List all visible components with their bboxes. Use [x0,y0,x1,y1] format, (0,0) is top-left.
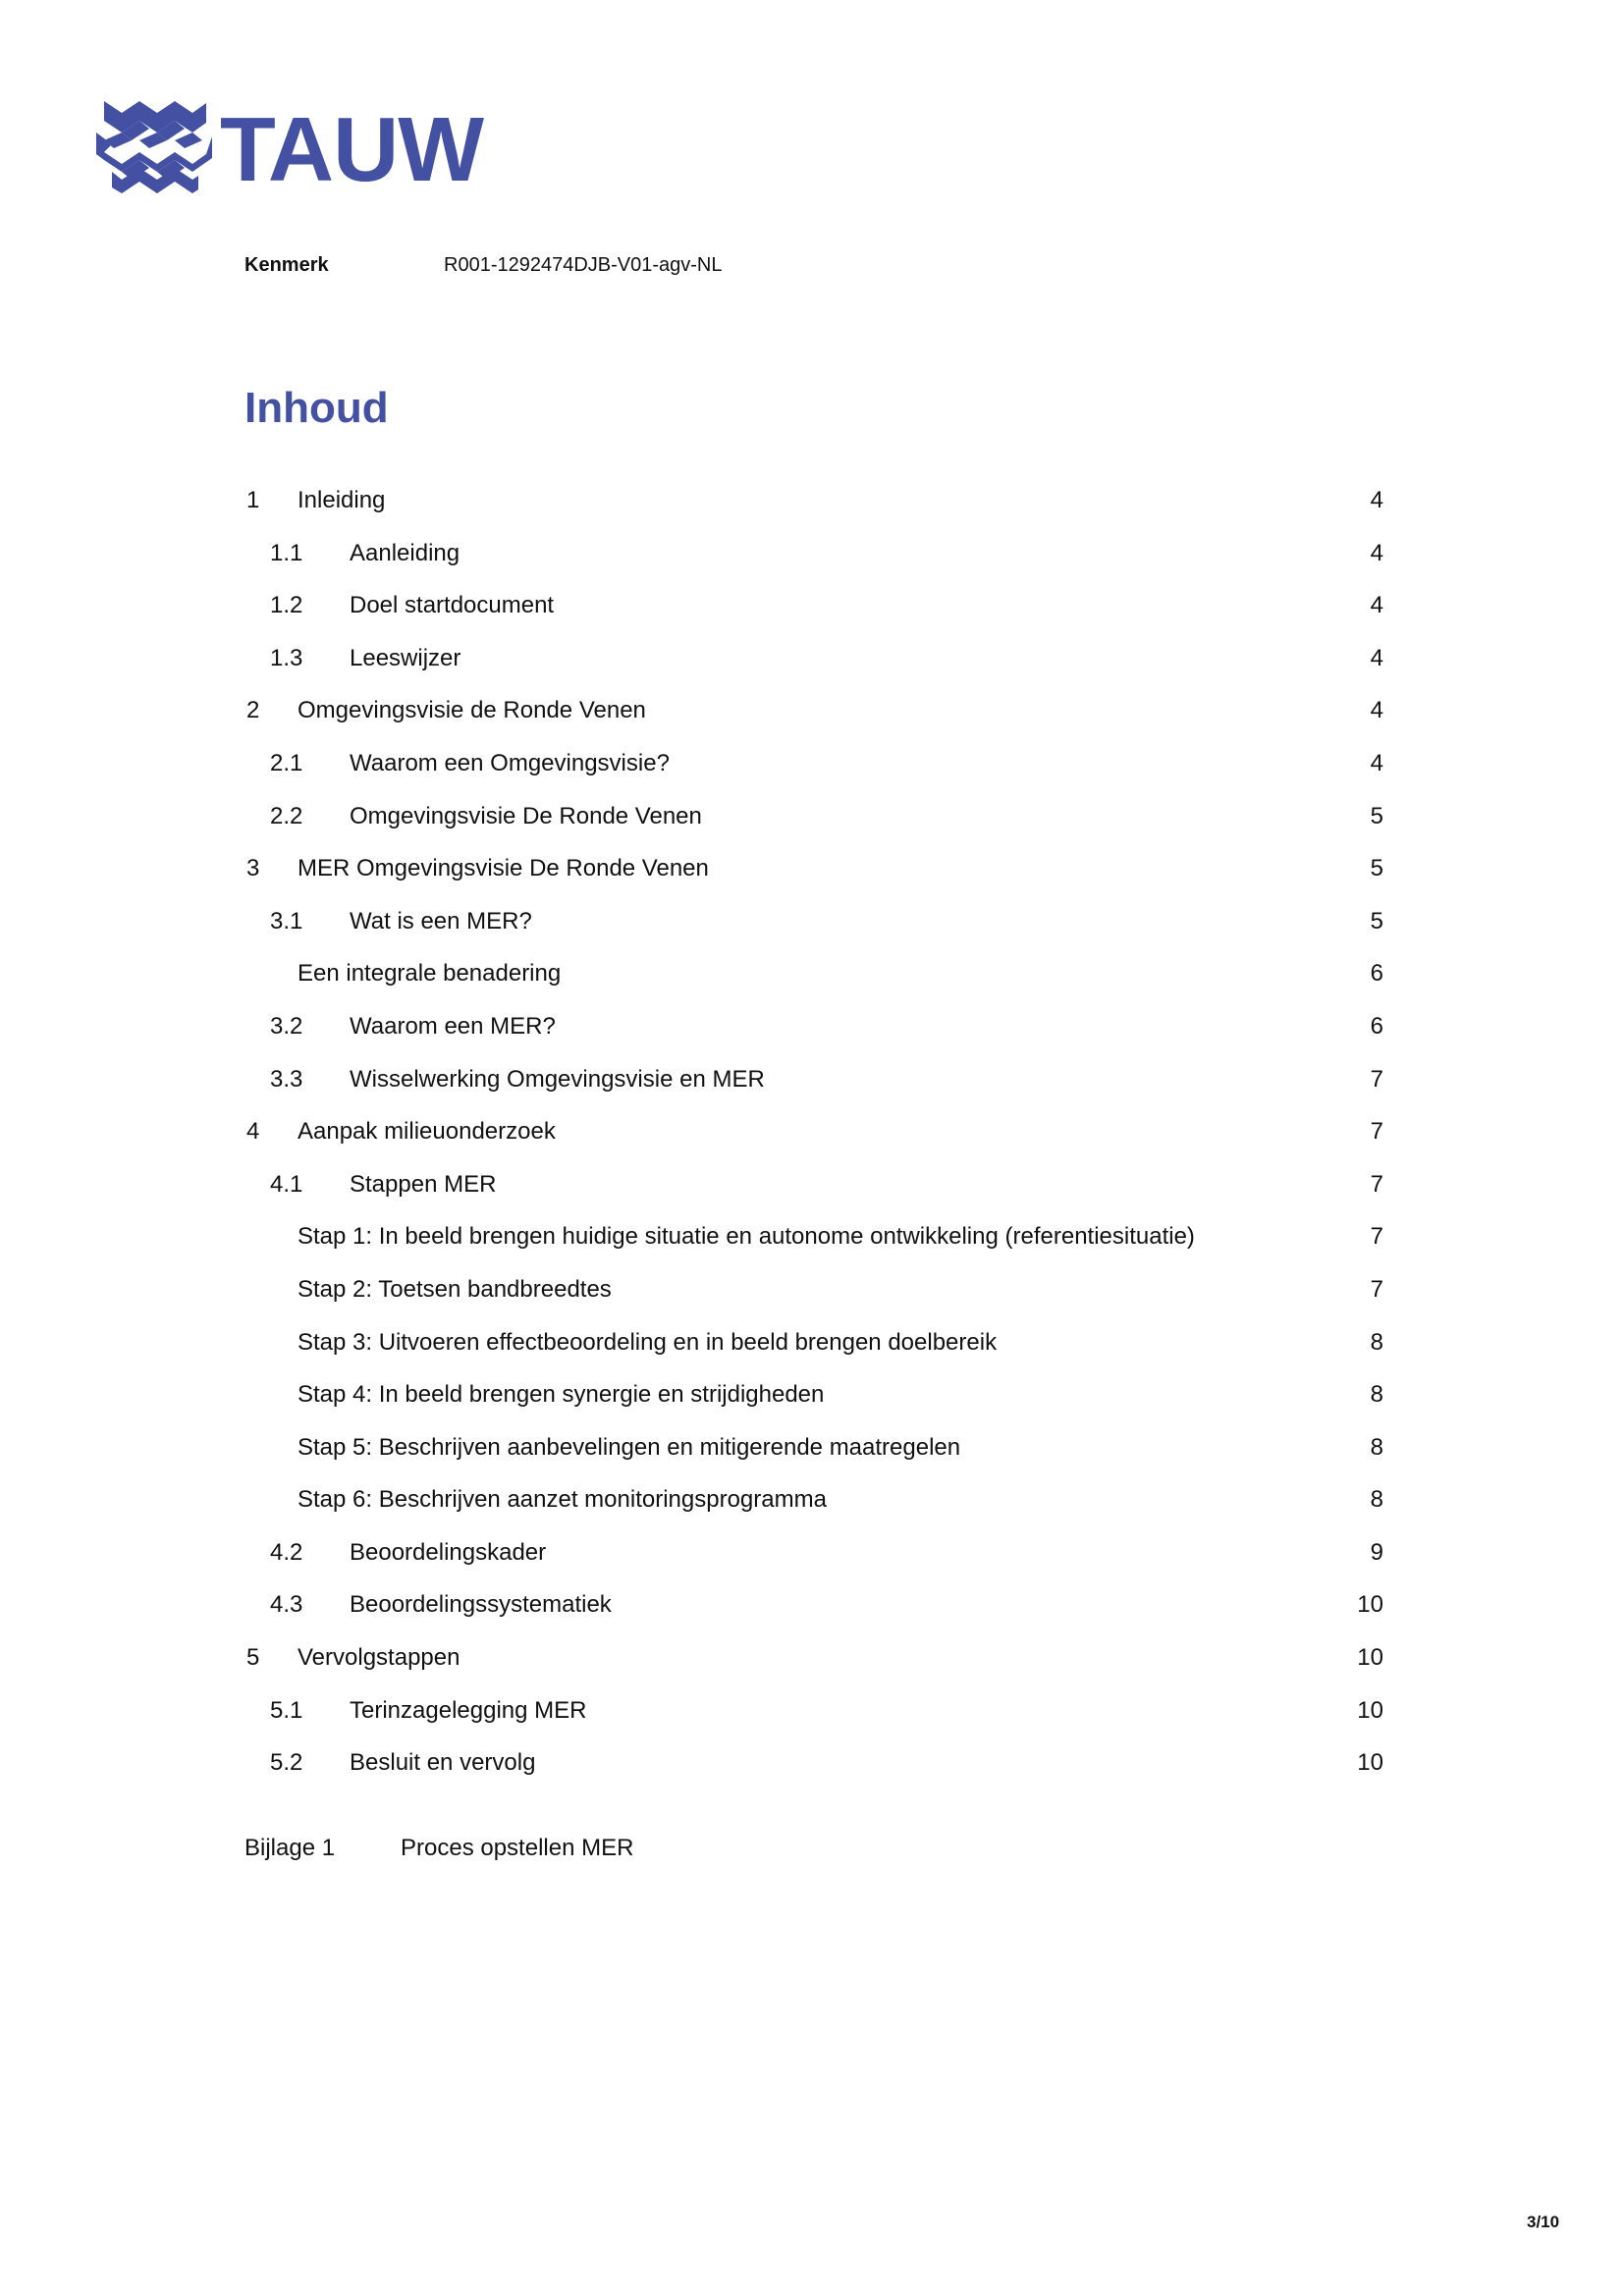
toc-entry-title: Inleiding [298,474,388,527]
toc-entry-page: 10 [1355,1631,1383,1684]
toc-entry-number: 1 [246,487,260,513]
toc-entry[interactable] [244,1158,1383,1211]
toc-entry-line [350,1053,1383,1106]
brand-name: TAUW [220,98,484,200]
toc-entry-page: 4 [1369,737,1383,790]
toc-entry-title: Wisselwerking Omgevingsvisie en MER [350,1053,768,1106]
toc-entry-number: 4 [246,1118,260,1146]
toc-entry[interactable] [244,842,1383,895]
toc-entry-page: 4 [1369,684,1383,737]
toc-entry[interactable] [244,1526,1383,1579]
toc-entry[interactable] [244,1684,1383,1737]
toc-entry-line [298,947,1383,1000]
toc-entry-number: 5.1 [270,1696,303,1724]
toc-entry[interactable] [244,1053,1383,1106]
toc-entry-number: 1.1 [270,539,303,566]
toc-entry-line [350,895,1383,948]
appendix-label: Bijlage 1 [244,1835,336,1861]
reference-value: R001-1292474DJB-V01-agv-NL [444,254,723,276]
toc-entry-page: 5 [1369,895,1383,948]
toc-entry-title: Een integrale benadering [298,947,564,1000]
toc-entry-page: 6 [1369,947,1383,1000]
toc-entry-line [350,1578,1383,1631]
toc-entry-title: Stap 1: In beeld brengen huidige situatie en autonome ontwikkeling (referentiesituatie) [298,1210,1198,1263]
toc-entry-line [298,1210,1383,1263]
toc-entry[interactable] [244,579,1383,632]
toc-entry-number: 3.3 [270,1065,303,1093]
toc-entry-title: Besluit en vervolg [350,1736,538,1789]
toc-entry-line [350,527,1383,580]
toc-entry-title: Stap 2: Toetsen bandbreedtes [298,1263,615,1316]
toc-entry-number: 2 [246,697,260,724]
toc-entry-page: 7 [1369,1263,1383,1316]
table-of-contents [244,474,1383,1789]
toc-entry-page: 7 [1369,1105,1383,1158]
toc-entry-page: 5 [1369,842,1383,895]
toc-entry[interactable] [244,1000,1383,1053]
toc-entry[interactable] [244,895,1383,948]
toc-entry-line [350,579,1383,632]
toc-entry-line [298,1263,1383,1316]
toc-entry-title: Terinzagelegging MER [350,1684,589,1737]
toc-entry-number: 3 [246,855,260,882]
toc-entry-title: Omgevingsvisie De Ronde Venen [350,790,705,843]
toc-entry-number: 1.2 [270,592,303,619]
toc-entry[interactable] [244,1421,1383,1474]
toc-entry-page: 9 [1369,1526,1383,1579]
toc-entry-line [350,1158,1383,1211]
toc-entry-line [298,1421,1383,1474]
toc-entry[interactable] [244,1736,1383,1789]
toc-entry-line [298,1105,1383,1158]
page-number: 3/10 [1527,2213,1560,2231]
toc-entry-page: 4 [1369,579,1383,632]
toc-entry[interactable] [244,1316,1383,1369]
toc-entry[interactable] [244,1578,1383,1631]
toc-entry-title: Beoordelingskader [350,1526,549,1579]
toc-entry-number: 4.1 [270,1170,303,1198]
toc-entry-title: MER Omgevingsvisie De Ronde Venen [298,842,712,895]
toc-entry-title: Stap 3: Uitvoeren effectbeoordeling en in beeld brengen doelbereik [298,1316,1000,1369]
toc-entry-line [350,1684,1383,1737]
toc-entry[interactable] [244,1105,1383,1158]
toc-entry[interactable] [244,527,1383,580]
toc-entry-title: Vervolgstappen [298,1631,462,1684]
toc-entry[interactable] [244,790,1383,843]
toc-entry-number: 5.2 [270,1749,303,1777]
toc-entry-line [298,684,1383,737]
toc-entry-line [298,1368,1383,1421]
toc-entry-line [350,1526,1383,1579]
toc-entry-line [298,1316,1383,1369]
toc-entry[interactable] [244,947,1383,1000]
toc-entry-page: 6 [1369,1000,1383,1053]
toc-entry-title: Waarom een MER? [350,1000,559,1053]
toc-entry-page: 7 [1369,1158,1383,1211]
toc-entry[interactable] [244,474,1383,527]
toc-entry-line [298,842,1383,895]
toc-entry-line [298,474,1383,527]
toc-entry-page: 7 [1369,1053,1383,1106]
toc-entry[interactable] [244,737,1383,790]
appendix-title: Proces opstellen MER [401,1835,634,1861]
toc-entry-page: 8 [1369,1316,1383,1369]
toc-entry[interactable] [244,1368,1383,1421]
toc-entry-page: 10 [1355,1684,1383,1737]
tauw-logo [96,96,484,200]
toc-entry[interactable] [244,1631,1383,1684]
toc-entry-page: 7 [1369,1210,1383,1263]
toc-entry-number: 4.3 [270,1591,303,1619]
toc-entry[interactable] [244,1263,1383,1316]
toc-entry[interactable] [244,632,1383,685]
toc-entry-line [298,1473,1383,1526]
toc-entry-number: 2.2 [270,802,303,829]
toc-entry-page: 10 [1355,1578,1383,1631]
toc-entry-page: 8 [1369,1368,1383,1421]
toc-entry-page: 8 [1369,1421,1383,1474]
toc-entry-number: 4.2 [270,1538,303,1566]
toc-entry-title: Waarom een Omgevingsvisie? [350,737,673,790]
toc-entry[interactable] [244,684,1383,737]
toc-entry-page: 4 [1369,632,1383,685]
toc-entry-page: 5 [1369,790,1383,843]
toc-entry-title: Stap 6: Beschrijven aanzet monitoringsprogramma [298,1473,830,1526]
toc-entry-page: 4 [1369,527,1383,580]
toc-entry-number: 5 [246,1644,260,1672]
toc-entry-title: Beoordelingssystematiek [350,1578,615,1631]
toc-entry[interactable] [244,1210,1383,1263]
toc-entry-number: 3.1 [270,907,303,934]
toc-entry-line [350,1736,1383,1789]
toc-entry-title: Stap 4: In beeld brengen synergie en strijdigheden [298,1368,827,1421]
toc-entry-line [350,737,1383,790]
toc-entry-title: Stappen MER [350,1158,499,1211]
toc-entry-line [350,1000,1383,1053]
tauw-wave-mark-icon [96,97,212,199]
toc-entry-line [350,790,1383,843]
toc-entry-title: Aanpak milieuonderzoek [298,1105,559,1158]
page-title: Inhoud [244,384,389,432]
toc-entry[interactable] [244,1473,1383,1526]
toc-entry-page: 10 [1355,1736,1383,1789]
toc-entry-line [298,1631,1383,1684]
toc-entry-number: 2.1 [270,749,303,776]
toc-entry-number: 1.3 [270,644,303,671]
toc-entry-title: Stap 5: Beschrijven aanbevelingen en mitigerende maatregelen [298,1421,963,1474]
toc-entry-page: 8 [1369,1473,1383,1526]
toc-entry-page: 4 [1369,474,1383,527]
toc-entry-title: Wat is een MER? [350,895,535,948]
toc-entry-title: Aanleiding [350,527,462,580]
toc-entry-title: Leeswijzer [350,632,463,685]
reference-label: Kenmerk [244,254,329,276]
toc-entry-title: Doel startdocument [350,579,557,632]
toc-entry-number: 3.2 [270,1012,303,1040]
toc-entry-title: Omgevingsvisie de Ronde Venen [298,684,649,737]
toc-entry-line [350,632,1383,685]
